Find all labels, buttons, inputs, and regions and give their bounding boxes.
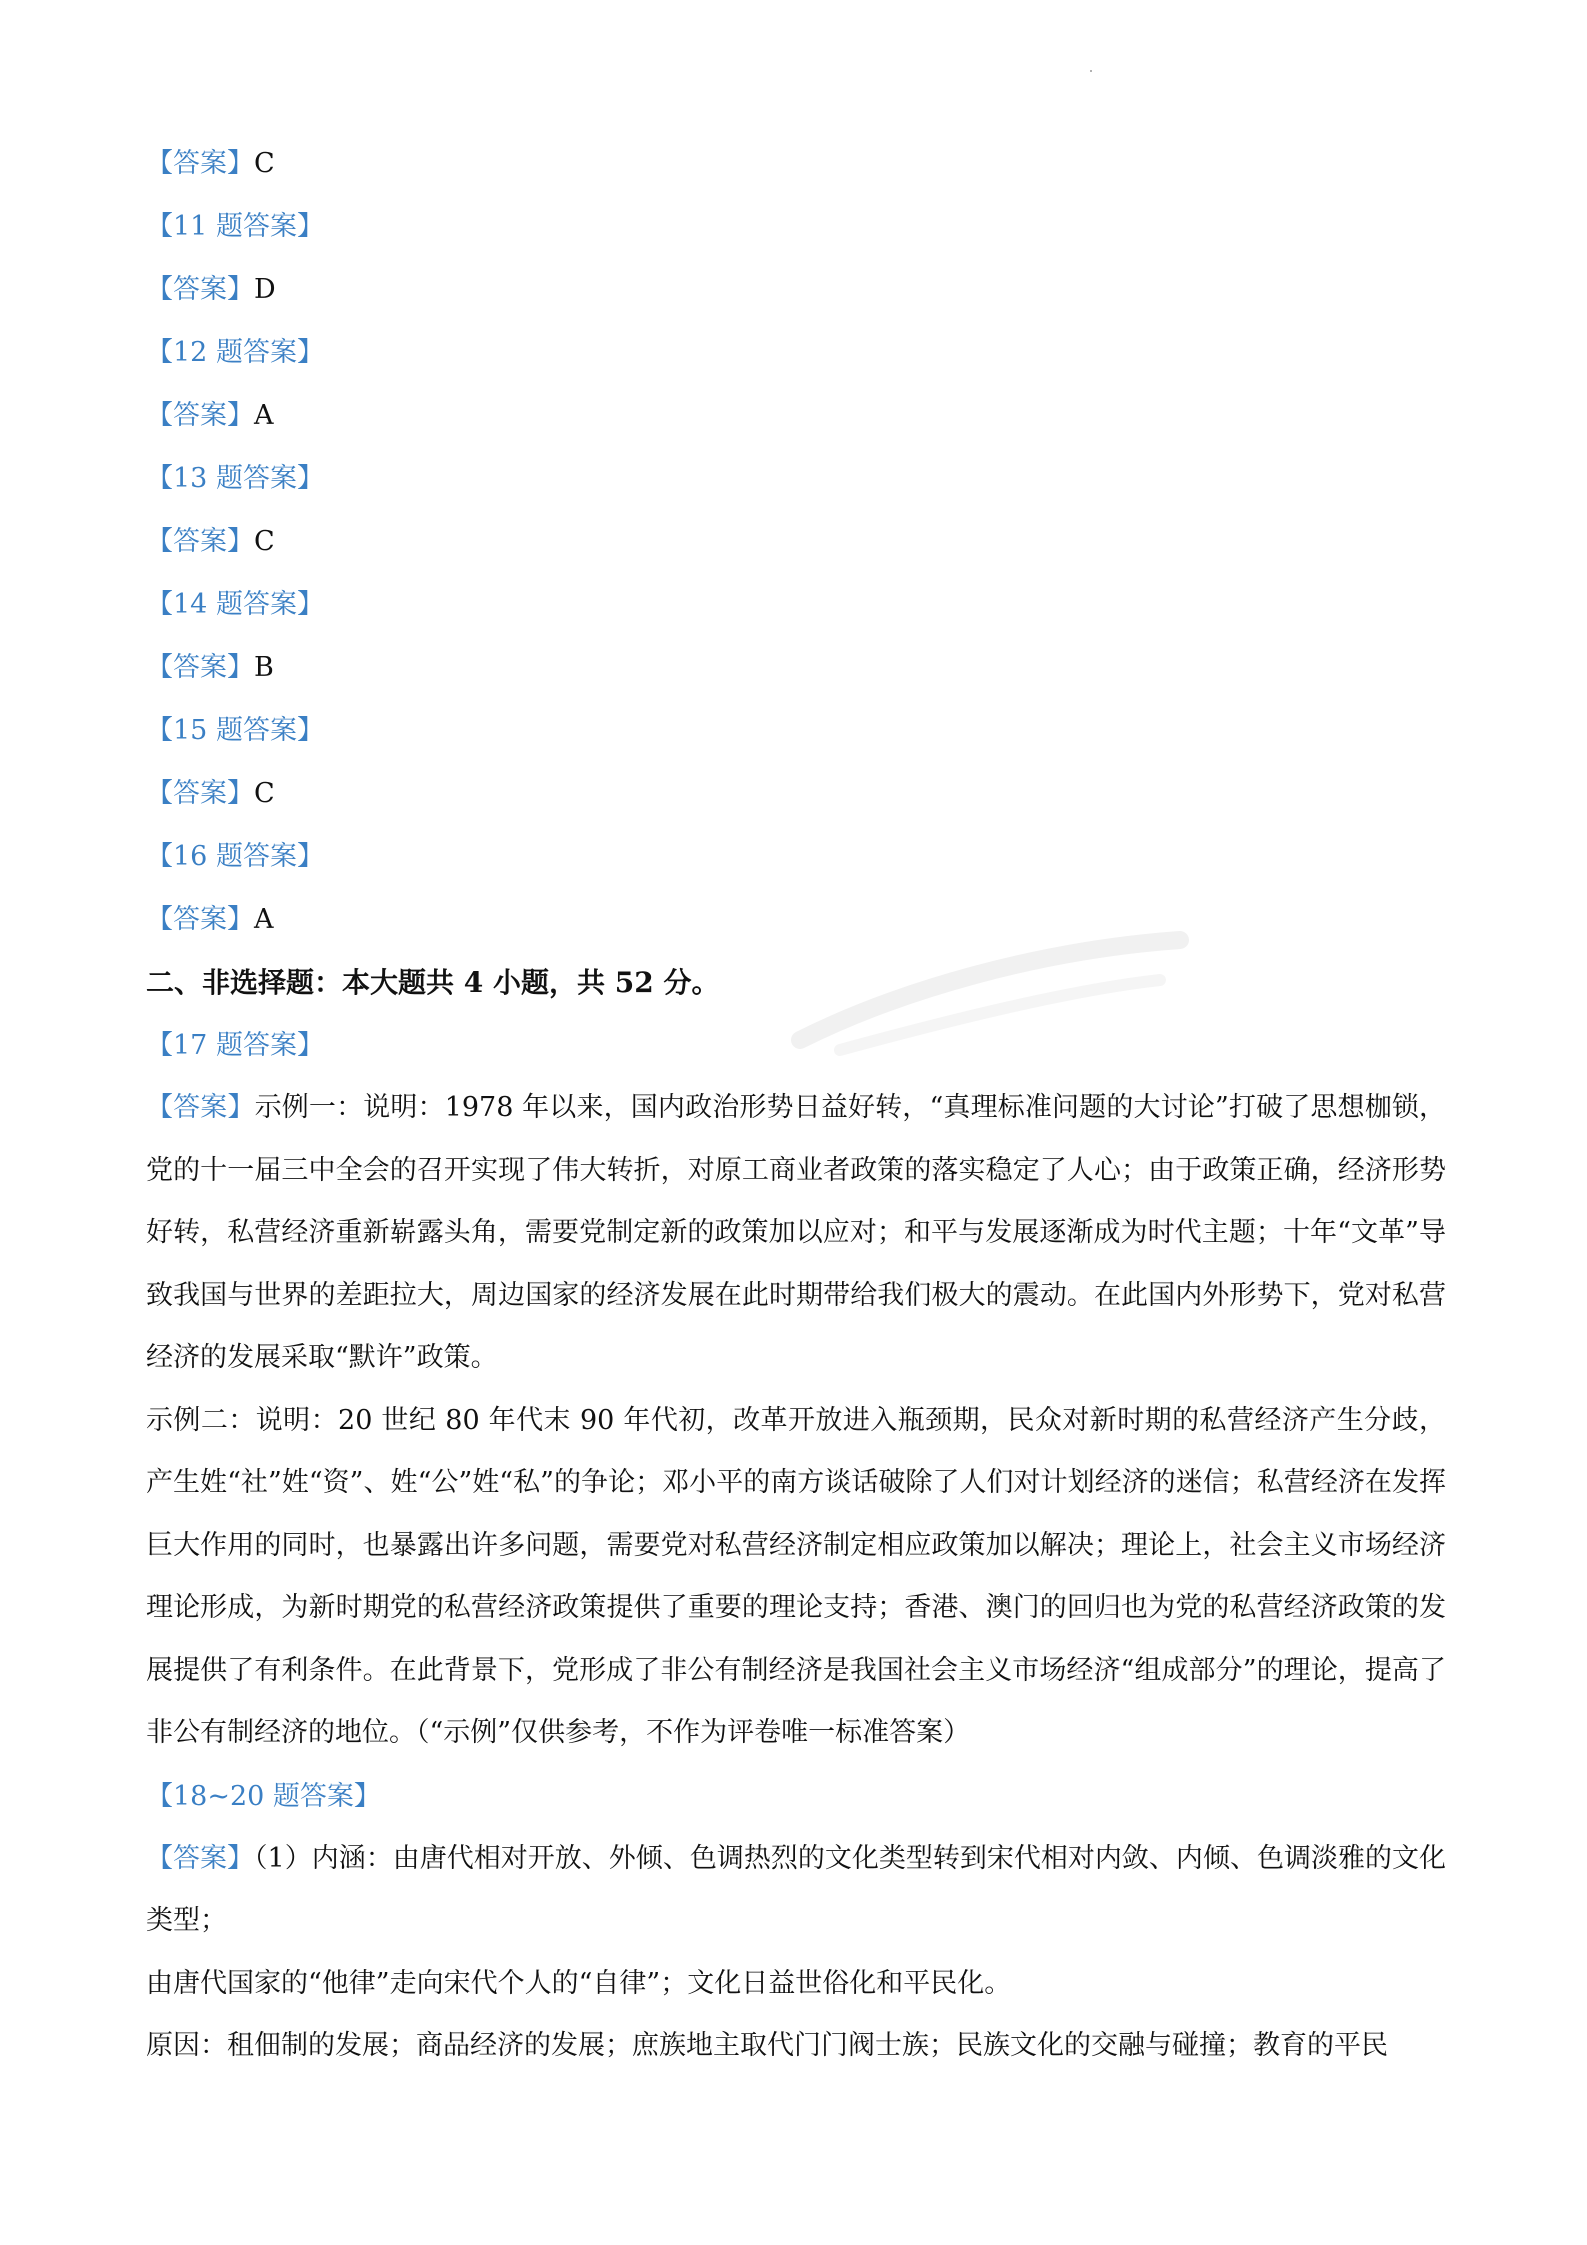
- answer-tag: 【答案】: [146, 1842, 255, 1874]
- part-two: 由唐代国家的“他律”走向宋代个人的“自律”；文化日益世俗化和平民化。: [146, 1967, 1012, 1999]
- answer-line: [146, 762, 1446, 825]
- answer-tag: 【答案】: [146, 904, 254, 935]
- answer-value: D: [254, 274, 276, 305]
- question-tag: 【12 题答案】: [146, 337, 324, 368]
- question-tag: 【18~20 题答案】: [146, 1780, 381, 1812]
- section-heading: 二、非选择题：本大题共 4 小题，共 52 分。: [146, 966, 720, 999]
- answer-value: C: [254, 148, 275, 179]
- answer-tag: 【答案】: [146, 652, 254, 683]
- question-tag-line: [146, 195, 1446, 258]
- answer-value: A: [254, 400, 274, 431]
- answer-tag: 【答案】: [146, 778, 254, 809]
- question-tag-line: [146, 699, 1446, 762]
- q17-answer: [146, 1077, 1446, 1765]
- part-one-text: （1）内涵：由唐代相对开放、外倾、色调热烈的文化类型转到宋代相对内敛、内倾、色调淡雅的文化类型；: [146, 1842, 1446, 1936]
- answer-document: [146, 132, 1446, 2078]
- answer-line: [146, 132, 1446, 195]
- answer-line: [146, 384, 1446, 447]
- answer-tag: 【答案】: [146, 400, 254, 431]
- example-one: [146, 1077, 1446, 1390]
- stray-dot: [1090, 70, 1092, 72]
- answer-line: [146, 510, 1446, 573]
- question-tag: 【17 题答案】: [146, 1030, 324, 1061]
- question-tag: 【16 题答案】: [146, 841, 324, 872]
- question-tag-line: [146, 825, 1446, 888]
- answer-line: [146, 636, 1446, 699]
- example-one-text: 示例一：说明：1978 年以来，国内政治形势日益好转，“真理标准问题的大讨论”打破了思想枷锁，党的十一届三中全会的召开实现了伟大转折，对原工商业者政策的落实稳定了人心；由于政策正确，经济形势好转，私营经济重新崭露头角，需要党制定新的政策加以应对；和平与发展逐渐成为时代主题；十年“文革”导致我国与世界的差距拉大，周边国家的经济发展在此时期带给我们极大的震动。在此国内外形势下，党对私营经济的发展采取“默许”政策。: [146, 1092, 1447, 1373]
- answer-value: B: [254, 652, 274, 683]
- answer-tag: 【答案】: [146, 1092, 255, 1123]
- answer-line: [146, 888, 1446, 951]
- answer-tag: 【答案】: [146, 148, 254, 179]
- part-three: 原因：租佃制的发展；商品经济的发展；庶族地主取代门门阀士族；民族文化的交融与碰撞；教育的平民: [146, 2030, 1388, 2061]
- example-two: 示例二：说明：20 世纪 80 年代末 90 年代初，改革开放进入瓶颈期，民众对新时期的私营经济产生分歧，产生姓“社”姓“资”、姓“公”姓“私”的争论；邓小平的南方谈话破除了人们对计划经济的迷信；私营经济在发挥巨大作用的同时，也暴露出许多问题，需要党对私营经济制定相应政策加以解决；理论上，社会主义市场经济理论形成，为新时期党的私营经济政策提供了重要的理论支持；香港、澳门的回归也为党的私营经济政策的发展提供了有利条件。在此背景下，党形成了非公有制经济是我国社会主义市场经济“组成部分”的理论，提高了非公有制经济的地位。（“示例”仅供参考，不作为评卷唯一标准答案）: [146, 1404, 1446, 1748]
- answer-value: A: [254, 904, 274, 935]
- question-tag-line: [146, 447, 1446, 510]
- answer-tag: 【答案】: [146, 274, 254, 305]
- question-tag-line: [146, 1765, 1446, 1828]
- question-tag-line: [146, 321, 1446, 384]
- question-tag-line: [146, 1014, 1446, 1077]
- answer-line: [146, 258, 1446, 321]
- question-tag: 【13 题答案】: [146, 463, 324, 494]
- answer-value: C: [254, 526, 275, 557]
- q18-20-answer: [146, 1828, 1446, 2078]
- answer-tag: 【答案】: [146, 526, 254, 557]
- part-one: [146, 1828, 1446, 1953]
- question-tag-line: [146, 573, 1446, 636]
- answer-value: C: [254, 778, 275, 809]
- question-tag: 【14 题答案】: [146, 589, 324, 620]
- question-tag: 【15 题答案】: [146, 715, 324, 746]
- question-tag: 【11 题答案】: [146, 211, 324, 242]
